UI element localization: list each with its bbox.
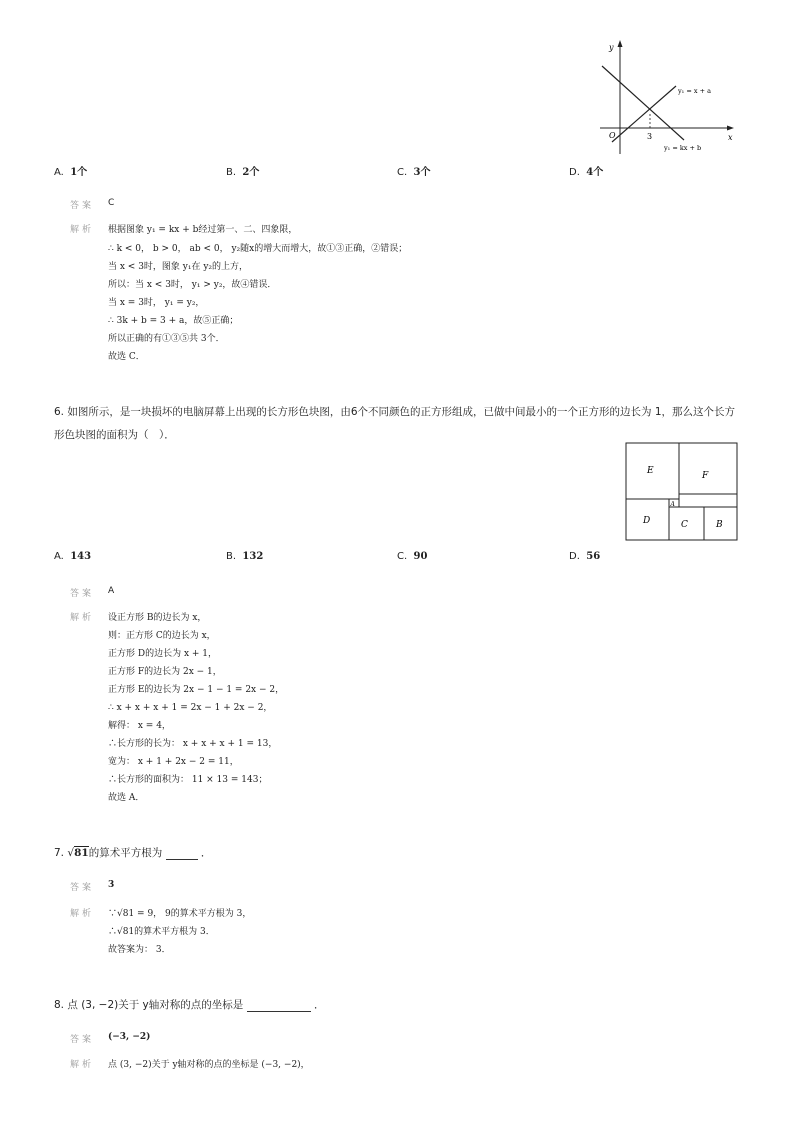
analysis-line: 所以正确的有①③⑤共 3个． — [108, 334, 225, 344]
square-b-label: B — [716, 520, 723, 530]
q8-answer-tag: 答案 — [70, 1035, 95, 1045]
q5-graph — [596, 38, 740, 158]
q5-option-a[interactable]: A. 1个 — [54, 167, 88, 178]
analysis-line: 故选 C． — [108, 352, 145, 362]
q6-option-c[interactable]: C. 90 — [397, 551, 428, 562]
analysis-line: 根据图象 y₁ = kx + b经过第一、二、四象限， — [108, 225, 298, 235]
q5-answer-tag: 答案 — [70, 201, 95, 211]
analysis-line: 正方形 D的边长为 x + 1， — [108, 649, 218, 659]
analysis-line: ∴ k < 0， b > 0， ab < 0， y₂随x的增大而增大，故①③正确，②错误； — [108, 244, 408, 254]
analysis-line: 点 (3, −2)关于 y轴对称的点的坐标是 (−3, −2)， — [108, 1060, 310, 1070]
q7-answer: 3 — [108, 880, 115, 890]
analysis-line: ∴√81的算术平方根为 3． — [108, 927, 215, 937]
analysis-line: 当 x = 3时， y₁ = y₂， — [108, 298, 205, 308]
analysis-line: 所以：当 x < 3时， y₁ > y₂，故④错误． — [108, 280, 277, 290]
analysis-line: ∴长方形的面积为： 11 × 13 = 143； — [108, 775, 268, 785]
line2-label: y₁ = kx + b — [664, 144, 702, 152]
q8-text: 8. 点 (3, −2)关于 y轴对称的点的坐标是 — [54, 999, 244, 1011]
q7-analysis-tag: 解析 — [70, 909, 95, 919]
q7-answer-blank[interactable] — [166, 849, 198, 860]
square-e-label: E — [647, 466, 654, 476]
square-c-label: C — [681, 520, 688, 530]
tick-label: 3 — [647, 132, 653, 141]
analysis-line: 宽为： x + 1 + 2x − 2 = 11， — [108, 757, 239, 767]
q5-option-c[interactable]: C. 3个 — [397, 167, 431, 178]
q6-analysis-tag: 解析 — [70, 613, 95, 623]
sqrt-symbol: √ — [67, 847, 75, 859]
line1-label: y₁ = x + a — [678, 87, 711, 95]
analysis-line: 正方形 E的边长为 2x − 1 − 1 = 2x − 2， — [108, 685, 285, 695]
q6-option-b[interactable]: B. 132 — [226, 551, 264, 562]
q8-question — [54, 997, 324, 1012]
q8-answer-blank[interactable] — [247, 1001, 311, 1012]
analysis-line: 当 x < 3时，图象 y₁在 y₂的上方， — [108, 262, 249, 272]
analysis-line: 故答案为： 3． — [108, 945, 171, 955]
q7-radicand: 81 — [74, 847, 89, 859]
q6-question-line2: 形色块图的面积为（ ）． — [54, 429, 175, 441]
q6-answer-tag: 答案 — [70, 589, 95, 599]
q8-answer: (−3, −2) — [108, 1032, 151, 1042]
analysis-line: ∴ 3k + b = 3 + a，故⑤正确； — [108, 316, 239, 326]
q6-answer: A — [108, 586, 115, 596]
q7-number: 7. — [54, 847, 65, 859]
analysis-line: 则：正方形 C的边长为 x， — [108, 631, 216, 641]
q7-end: ． — [200, 847, 212, 859]
q6-option-d[interactable]: D. 56 — [569, 551, 601, 562]
q7-text: 的算术平方根为 — [88, 847, 163, 859]
square-d-label: D — [643, 516, 651, 526]
y-axis-label: y — [609, 43, 614, 52]
q8-analysis-tag: 解析 — [70, 1060, 95, 1070]
analysis-line: 解得： x = 4， — [108, 721, 171, 731]
q7-answer-tag: 答案 — [70, 883, 95, 893]
analysis-line: ∴ x + x + x + 1 = 2x − 1 + 2x − 2， — [108, 703, 273, 713]
q5-answer: C — [108, 198, 115, 208]
q6-figure — [625, 442, 739, 542]
q5-option-b[interactable]: B. 2个 — [226, 167, 260, 178]
q7-question — [54, 845, 211, 860]
analysis-line: ∴长方形的长为： x + x + x + 1 = 13， — [108, 739, 278, 749]
q5-option-d[interactable]: D. 4个 — [569, 167, 604, 178]
square-f-label: F — [702, 471, 709, 481]
analysis-line: 故选 A． — [108, 793, 145, 803]
origin-label: O — [609, 131, 616, 140]
q5-analysis-tag: 解析 — [70, 225, 95, 235]
analysis-line: 正方形 F的边长为 2x − 1， — [108, 667, 222, 677]
q6-option-a[interactable]: A. 143 — [54, 551, 92, 562]
analysis-line: 设正方形 B的边长为 x， — [108, 613, 207, 623]
analysis-line: ∵√81 = 9， 9的算术平方根为 3， — [108, 909, 252, 919]
q8-end: ． — [313, 999, 325, 1011]
square-a-label: A — [670, 501, 675, 508]
x-axis-label: x — [728, 133, 733, 142]
q6-question-line1: 6. 如图所示，是一块损坏的电脑屏幕上出现的长方形色块图，由6个不同颜色的正方形组成，已做中间最小的一个正方形的边长为 1，那么这个长方 — [54, 406, 736, 418]
